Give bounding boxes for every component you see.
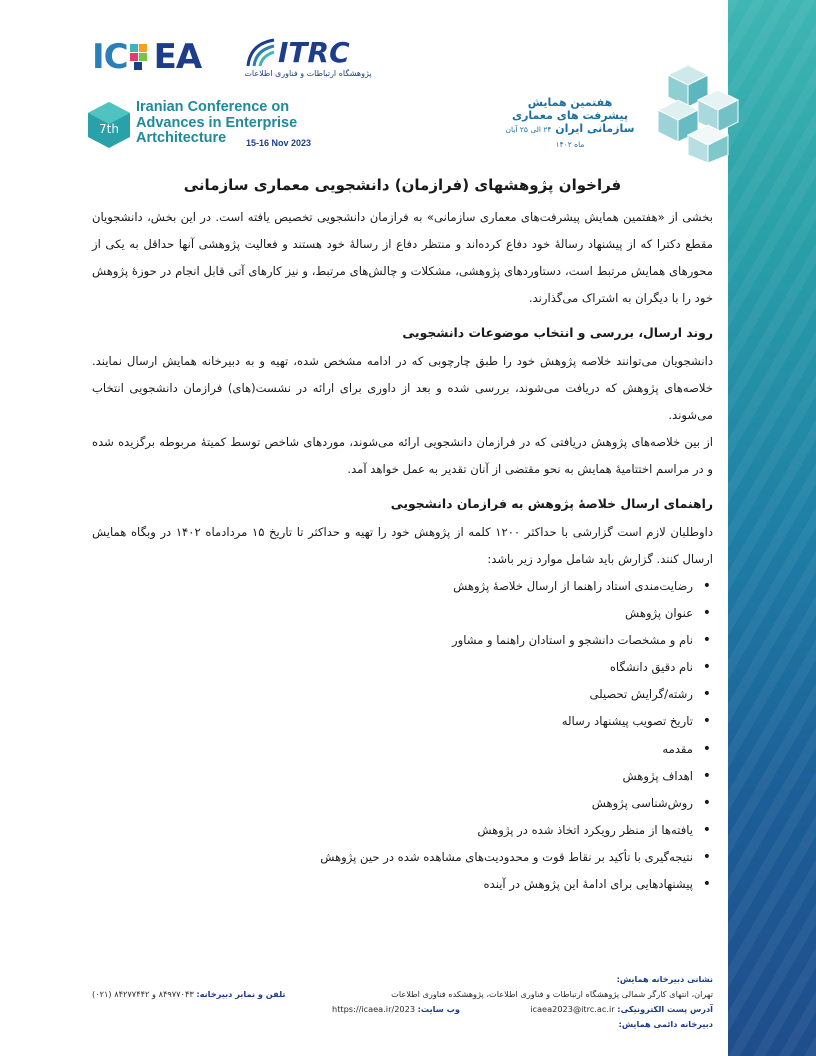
conference-name-line-2: Advances in Enterprise: [136, 114, 298, 131]
phone-label: تلفن و نمابر دبیرخانه:: [196, 989, 286, 999]
page-footer: [92, 972, 713, 1032]
list-item: • روش‌شناسی پژوهش: [92, 790, 693, 817]
conference-hexagon-icon: [86, 100, 132, 150]
email-block: [530, 1002, 713, 1017]
itrc-arcs-icon: [244, 36, 280, 70]
address-text: تهران، انتهای کارگر شمالی پژوهشگاه ارتباطات و فناوری اطلاعات، پژوهشکده فناوری اطلاعات: [391, 989, 713, 999]
page-header: [0, 0, 728, 170]
requirements-list: [92, 573, 713, 898]
list-item: • یافته‌ها از منظر رویکرد اتخاذ شده در پژوهش: [92, 817, 693, 844]
intro-paragraph: بخشی از «هفتمین همایش پیشرفت‌های معماری سازمانی» به فرازمان دانشجویی تخصیص یافته است. در این بخش، دانشجویان مقطع دکترا که از پیشنهاد رسالۀ خود دفاع کرده‌اند و منتظر دفاع از رسالۀ خود هستند و فعالیت پژوهشی آنها حداقل به یکی از محورهای همایش مرتبط است، دستاوردهای پژوهشی، مشکلات و چالش‌های مرتبط، و نیز کارهای آتی قابل انجام در حوزۀ پژوهش خود را با دیگران به اشتراک می‌گذارند.: [92, 210, 713, 305]
conference-name-fa-line-3: سازمانی ایران: [555, 122, 635, 135]
list-item: • رضایت‌مندی استاد راهنما از ارسال خلاصۀ پژوهش: [92, 573, 693, 600]
list-item: • پیشنهادهایی برای ادامۀ این پژوهش در آینده: [92, 871, 693, 898]
itrc-logo: [244, 36, 374, 82]
icaea-logo-right: EA: [153, 37, 202, 77]
section-1-heading: روند ارسال، بررسی و انتخاب موضوعات دانشجویی: [402, 325, 713, 340]
web-link[interactable]: https://icaea.ir/2023: [332, 1004, 416, 1014]
web-block: [332, 1002, 460, 1017]
email-label: آدرس پست الکترونیکی:: [617, 1004, 713, 1014]
section-1-paragraph-2: از بین خلاصه‌های پژوهش دریافتی که در فرازمان دانشجویی ارائه می‌شوند، موردهای شاخص توسط کمیتۀ مربوطه برگزیده شده و در مراسم اختتامیۀ همایش به نحو مقتضی از آنان تقدیر به عمل خواهد آمد.: [92, 435, 713, 476]
list-item: • نتیجه‌گیری با تأکید بر نقاط قوت و محدودیت‌های مشاهده شده در حین پژوهش: [92, 844, 693, 871]
conference-date-en: 15-16 Nov 2023: [246, 138, 312, 148]
conference-number: 7th: [99, 122, 119, 136]
conference-name-line-3: Artchitecture: [136, 130, 227, 146]
icaea-logo: [92, 36, 201, 78]
email-link[interactable]: icaea2023@itrc.ac.ir: [530, 1004, 615, 1014]
list-item: • تاریخ تصویب پیشنهاد رساله: [92, 708, 693, 735]
conference-date-fa: ۲۴ الی ۲۵ آبان ماه ۱۴۰۲: [505, 125, 585, 149]
list-item: • نام و مشخصات دانشجو و استادان راهنما و مشاور: [92, 627, 693, 654]
list-item: • عنوان پژوهش: [92, 600, 693, 627]
document-title: فراخوان پژوهشهای (فرازمان) دانشجویی معماری سازمانی: [183, 176, 622, 194]
icaea-logo-left: IC: [92, 37, 128, 77]
section-2-heading: راهنمای ارسال خلاصۀ پژوهش به فرازمان دانشجویی: [390, 496, 713, 511]
itrc-subtitle: پژوهشگاه ارتباطات و فناوری اطلاعات: [244, 69, 372, 78]
address-label: نشانی دبیرخانه همایش:: [616, 974, 713, 984]
section-1-paragraph-1: دانشجویان می‌توانند خلاصه پژوهش خود را طبق چارچوبی که در ادامه مشخص شده، تهیه و به دبیرخانه همایش ارسال نمایند. خلاصه‌های پژوهش که دریافت می‌شوند، بررسی شده و بعد از داوری برای ارائه در نشست(های) فرازمان دانشجویی انتخاب می‌شوند.: [92, 354, 713, 422]
conference-name-fa-line-1: هفتمین همایش: [527, 96, 613, 109]
cubes-decoration-icon: [638, 55, 748, 165]
phone-value: ۸۴۹۷۷۰۴۳ و ۸۴۲۷۷۴۴۲ (۰۲۱): [92, 989, 194, 999]
document-body: [92, 176, 713, 898]
conference-name-line-1: Iranian Conference on: [136, 99, 290, 115]
conference-name-fa-line-2: پیشرفت های معماری: [512, 109, 628, 122]
section-2-paragraph: داوطلبان لازم است گزارشی با حداکثر ۱۲۰۰ کلمه از پژوهش خود را تهیه و حداکثر تا تاریخ ۱۵ مردادماه ۱۴۰۲ در وبگاه همایش ارسال کنند. گزارش باید شامل موارد زیر باشد:: [92, 525, 713, 566]
icaea-logo-cubes-icon: [128, 42, 154, 72]
list-item: • مقدمه: [92, 736, 693, 763]
list-item: • نام دقیق دانشگاه: [92, 654, 693, 681]
conference-badge-fa: [500, 96, 640, 152]
itrc-logo-text: ITRC: [278, 36, 350, 69]
web-label: وب سایت:: [417, 1004, 460, 1014]
phone-block: [92, 987, 285, 1002]
permanent-secretariat-label: دبیرخانه دائمی همایش:: [618, 1019, 713, 1029]
list-item: • رشته/گرایش تحصیلی: [92, 681, 693, 708]
conference-badge-en: [86, 98, 326, 156]
list-item: • اهداف پژوهش: [92, 763, 693, 790]
